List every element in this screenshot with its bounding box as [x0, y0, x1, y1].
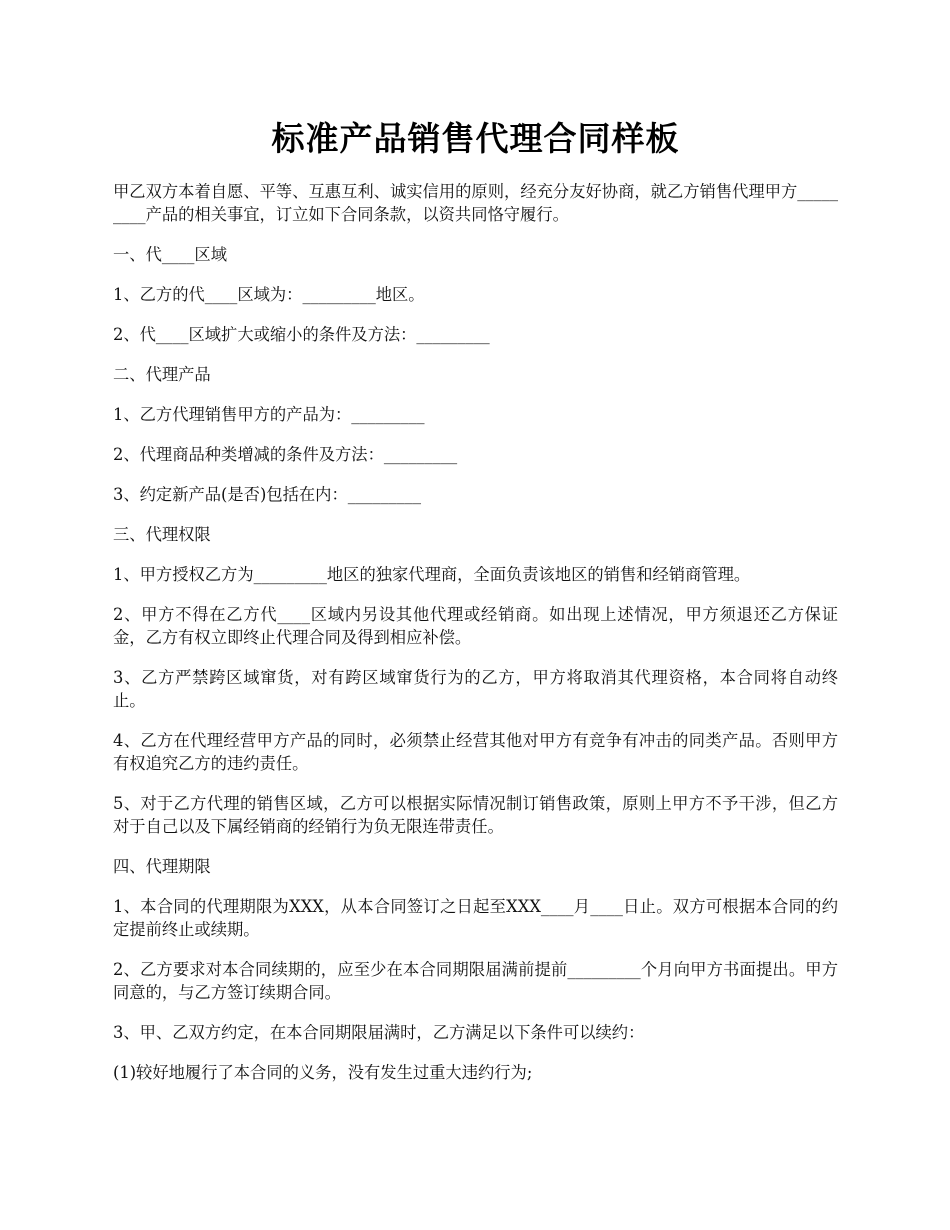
- clause-paragraph: 2、代____区域扩大或缩小的条件及方法：_________: [113, 325, 490, 344]
- document-title: 标准产品销售代理合同样板: [271, 119, 680, 158]
- section-heading: 一、代____区域: [113, 245, 227, 264]
- section-heading: 四、代理期限: [113, 857, 211, 876]
- clause-paragraph: 3、约定新产品(是否)包括在内：_________: [113, 485, 421, 504]
- clause-paragraph: 3、甲、乙双方约定，在本合同期限届满时，乙方满足以下条件可以续约：: [113, 1023, 645, 1042]
- intro-paragraph: 甲乙双方本着自愿、平等、互惠互利、诚实信用的原则，经充分友好协商，就乙方销售代理甲方_________产品的相关事宜，订立如下合同条款，以资共同恪守履行。: [113, 182, 838, 224]
- clause-paragraph: 2、甲方不得在乙方代____区域内另设其他代理或经销商。如出现上述情况，甲方须退还乙方保证金，乙方有权立即终止代理合同及得到相应补偿。: [113, 605, 838, 647]
- clause-paragraph: 1、本合同的代理期限为XXX，从本合同签订之日起至XXX____月____日止。双方可根据本合同的约定提前终止或续期。: [113, 897, 838, 939]
- clause-paragraph: 5、对于乙方代理的销售区域，乙方可以根据实际情况制订销售政策，原则上甲方不予干涉，但乙方对于自己以及下属经销商的经销行为负无限连带责任。: [113, 794, 838, 836]
- clause-paragraph: 3、乙方严禁跨区域窜货，对有跨区域窜货行为的乙方，甲方将取消其代理资格，本合同将自动终止。: [113, 668, 838, 710]
- section-heading: 三、代理权限: [113, 525, 211, 544]
- clause-paragraph: 2、代理商品种类增减的条件及方法：_________: [113, 445, 458, 464]
- document-body: [113, 180, 838, 1084]
- clause-paragraph: (1)较好地履行了本合同的义务，没有发生过重大违约行为;: [113, 1063, 533, 1082]
- clause-paragraph: 4、乙方在代理经营甲方产品的同时，必须禁止经营其他对甲方有竞争有冲击的同类产品。否则甲方有权追究乙方的违约责任。: [113, 731, 838, 773]
- section-heading: 二、代理产品: [113, 365, 211, 384]
- clause-paragraph: 1、乙方代理销售甲方的产品为：_________: [113, 405, 425, 424]
- clause-paragraph: 2、乙方要求对本合同续期的，应至少在本合同期限届满前提前_________个月向甲方书面提出。甲方同意的，与乙方签订续期合同。: [113, 960, 838, 1002]
- clause-paragraph: 1、乙方的代____区域为：_________地区。: [113, 285, 425, 304]
- clause-paragraph: 1、甲方授权乙方为_________地区的独家代理商，全面负责该地区的销售和经销商管理。: [113, 565, 751, 584]
